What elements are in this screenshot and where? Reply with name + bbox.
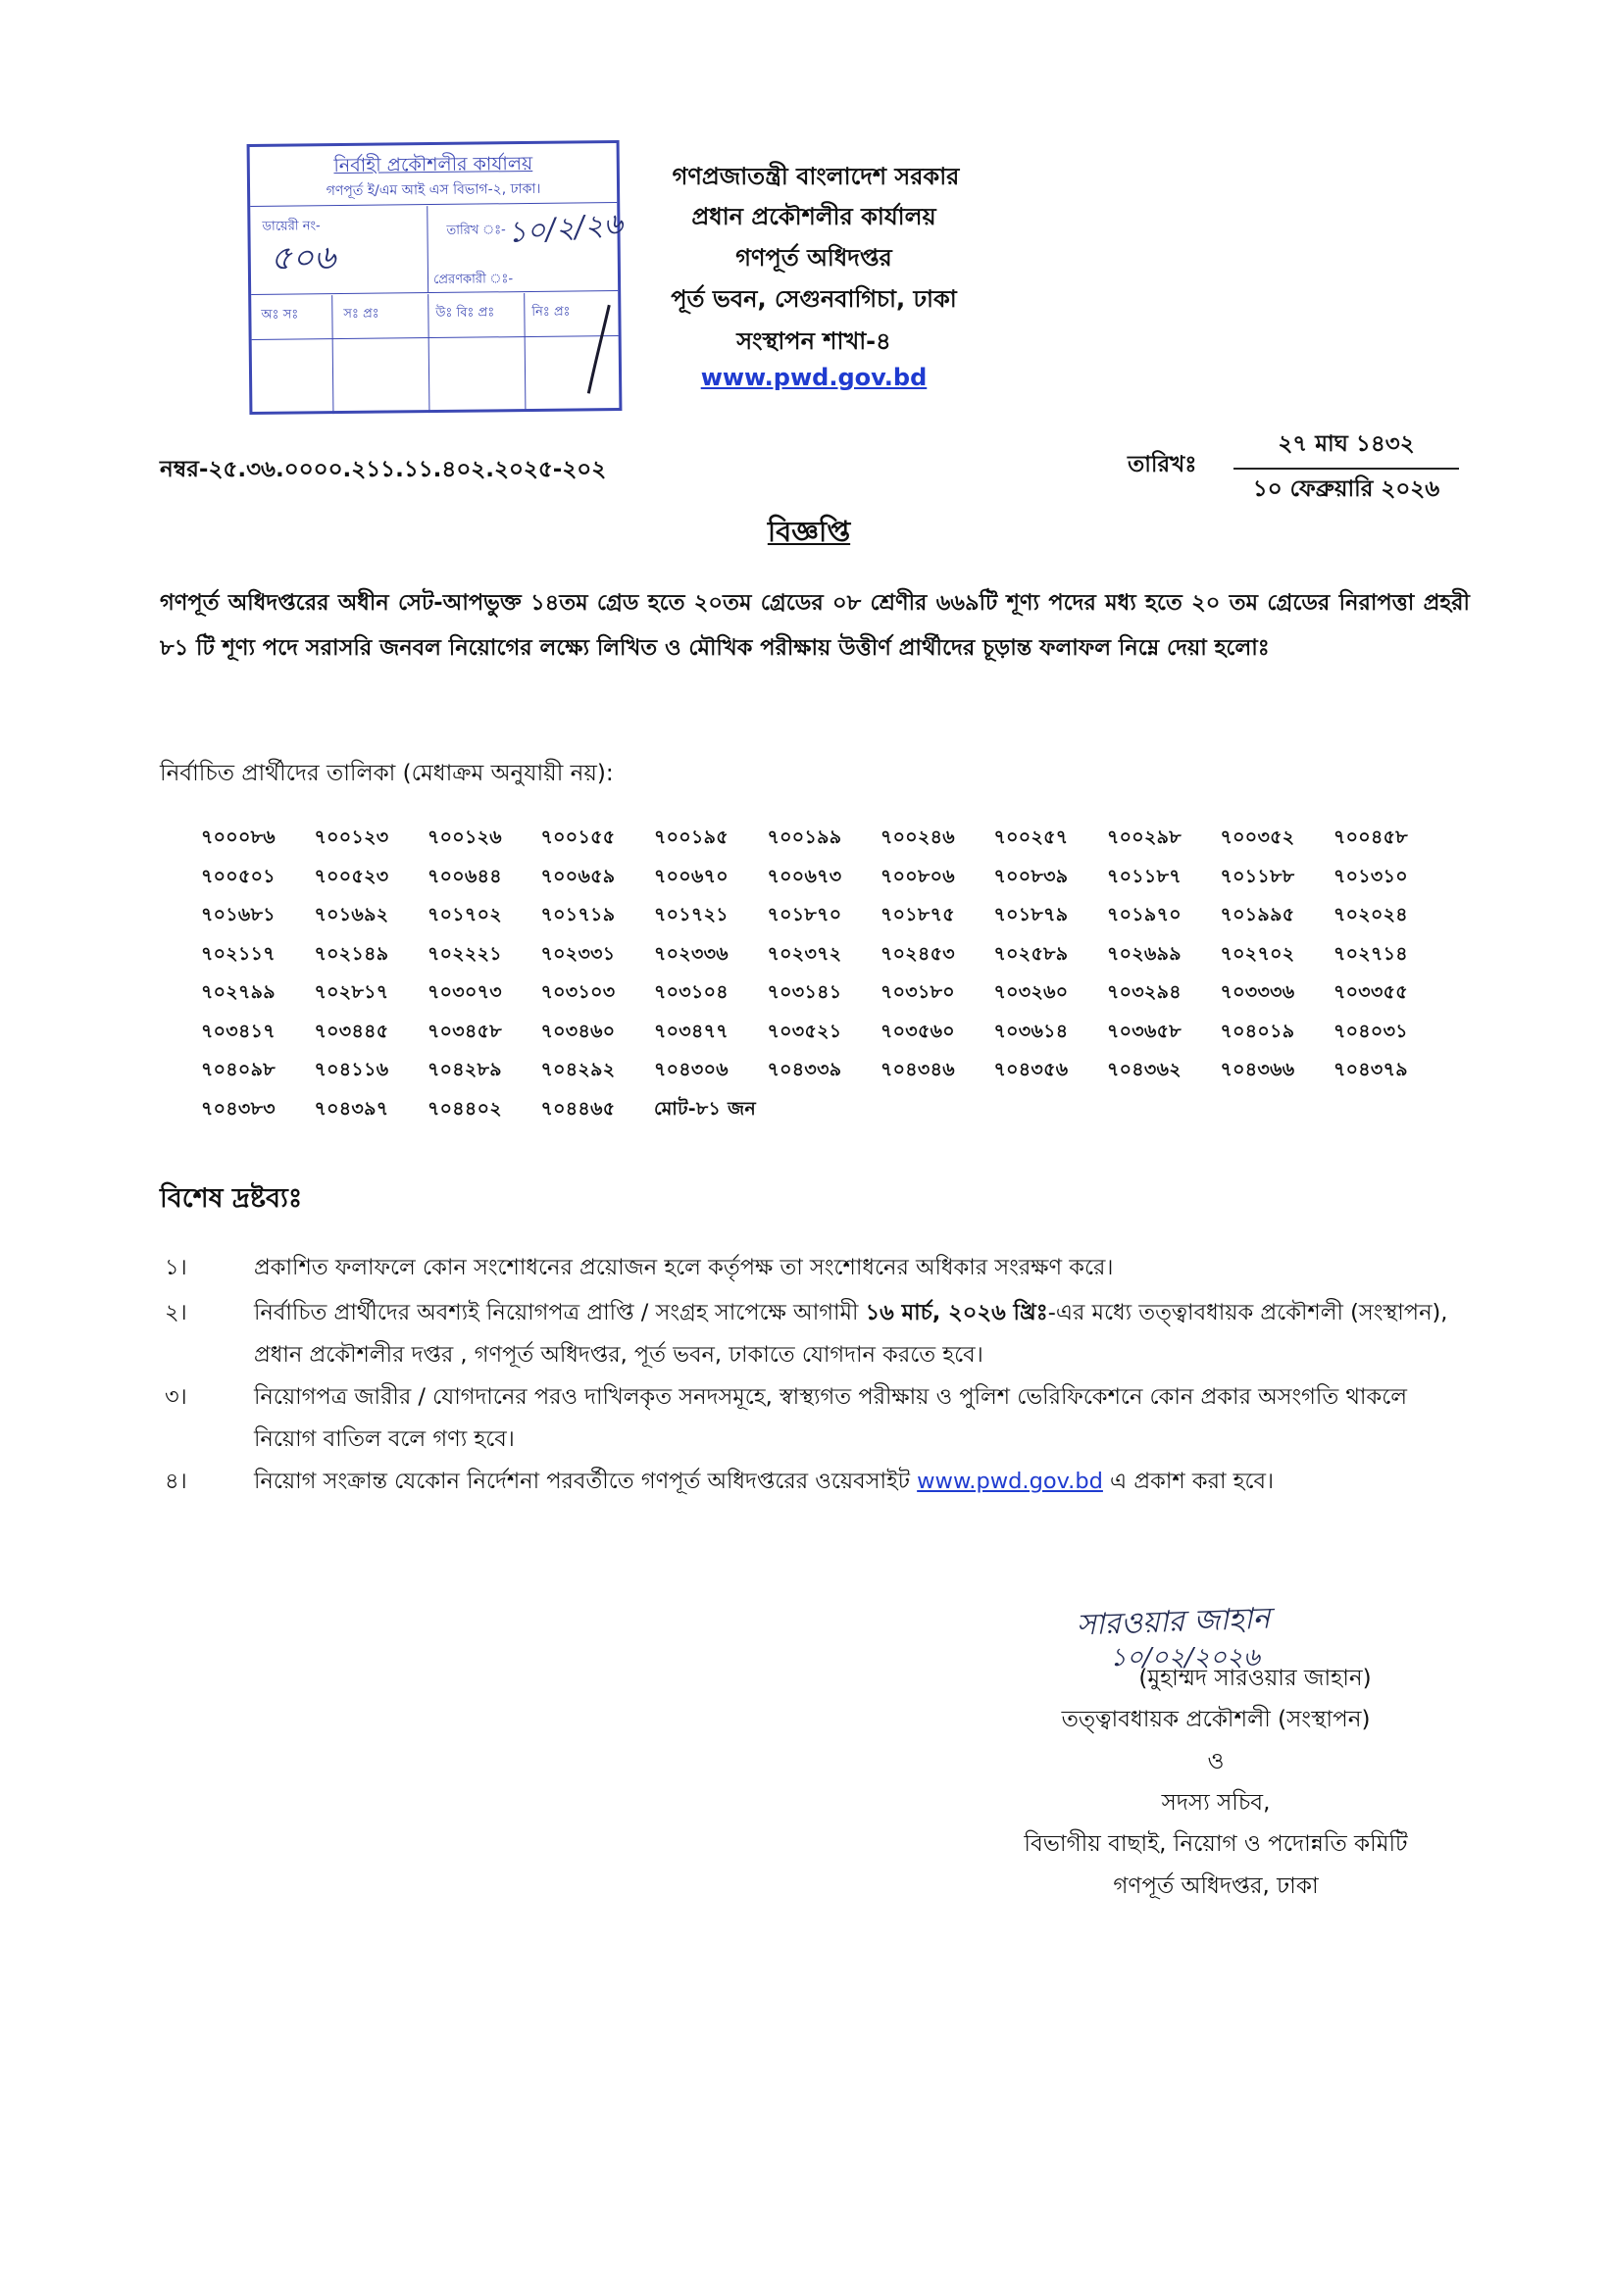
stamp-date-value: ১০/২/২৬ xyxy=(506,206,625,251)
notice-intro xyxy=(160,580,1470,671)
roll-number: ৭০১৯৯৫ xyxy=(1220,904,1295,925)
roll-number: ৭০৩৬১৪ xyxy=(993,1020,1069,1042)
stamp-diary-label: ডায়েরী নং- xyxy=(262,219,321,234)
note-item xyxy=(160,1461,1474,1503)
roll-number: ৭০৩৫২১ xyxy=(767,1020,842,1042)
roll-number: ৭০২৩৭২ xyxy=(767,942,842,965)
roll-number: ৭০৪২৮৯ xyxy=(428,1059,502,1080)
note-number: ৩। xyxy=(165,1384,187,1410)
roll-number: ৭০০১৯৫ xyxy=(654,826,729,848)
signatory-name: (মুহাম্মদ সারওয়ার জাহান) xyxy=(1138,1666,1372,1691)
roll-number: ৭০৪৩৪৬ xyxy=(880,1059,955,1080)
roll-number: ৭০০১৯৯ xyxy=(767,826,842,848)
roll-number: ৭০৪৩০৬ xyxy=(654,1059,729,1080)
roll-number: ৭০১১৮৮ xyxy=(1220,865,1295,887)
roll-number: ৭০৩৫৬০ xyxy=(880,1020,955,1042)
note-number: ৪। xyxy=(165,1469,187,1494)
roll-number: ৭০৪৪০২ xyxy=(428,1097,502,1120)
roll-number: ৭০২৩৩১ xyxy=(540,942,616,965)
note-item xyxy=(160,1376,1474,1461)
roll-number: ৭০৩১০৩ xyxy=(540,981,616,1003)
roll-number: ৭০০৩৫২ xyxy=(1220,826,1295,848)
roll-number: ৭০০০৮৬ xyxy=(201,826,276,848)
inward-stamp xyxy=(247,140,623,415)
roll-number: ৭০৪১১৬ xyxy=(314,1059,389,1080)
roll-number: ৭০১৯৭০ xyxy=(1107,904,1182,925)
intro-post-name: নিরাপত্তা প্রহরী xyxy=(1338,590,1470,616)
roll-number: ৭০০৮৩৯ xyxy=(993,865,1069,887)
roll-number: ৭০০২৪৬ xyxy=(880,826,955,848)
stamp-cell: নিঃ প্রঃ xyxy=(531,304,571,320)
note-number: ১। xyxy=(165,1255,187,1280)
note-number: ২। xyxy=(165,1300,187,1325)
roll-number: ৭০০৫০১ xyxy=(201,865,276,887)
signatory-designation: তত্ত্বাবধায়ক প্রকৌশলী (সংস্থাপন) xyxy=(1061,1707,1371,1732)
roll-number: ৭০৪৩৮৩ xyxy=(201,1097,276,1120)
roll-total: মোট-৮১ জন xyxy=(654,1097,757,1120)
note-text: নিয়োগ সংক্রান্ত যেকোন নির্দেশনা পরবর্তীতে গণপূর্ত অধিদপ্তরের ওয়েবসাইট xyxy=(254,1469,918,1494)
note-item xyxy=(160,1292,1474,1376)
roll-number: ৭০২৩৩৬ xyxy=(654,942,729,965)
roll-number: ৭০১৭১৯ xyxy=(540,904,616,925)
header-section: সংস্থাপন শাখা-৪ xyxy=(736,327,891,355)
roll-number: ৭০০৮০৬ xyxy=(880,865,955,887)
roll-number: ৭০৪২৯২ xyxy=(540,1059,616,1080)
header-website-link[interactable]: www.pwd.gov.bd xyxy=(700,364,928,391)
roll-number: ৭০১৮৭৯ xyxy=(993,904,1069,925)
roll-number: ৭০০৫২৩ xyxy=(314,865,389,887)
stamp-cell: অঃ সঃ xyxy=(261,307,299,323)
roll-number: ৭০৩৬৫৮ xyxy=(1107,1020,1182,1042)
roll-number: ৭০৩১০৪ xyxy=(654,981,729,1003)
memo-date-bangla: ২৭ মাঘ ১৪৩২ xyxy=(1233,425,1459,470)
roll-number: ৭০৩১৪১ xyxy=(767,981,842,1003)
note-text: -এর মধ্যে তত্ত্বাবধায়ক প্রকৌশলী (সংস্থাপন), প্রধান প্রকৌশলীর দপ্তর , গণপূর্ত অধিদপ্তর, পূর্ত ভবন, ঢাকাতে যোগদান করতে হবে। xyxy=(254,1300,1448,1368)
roll-number: ৭০৩৪৫৮ xyxy=(428,1020,502,1042)
roll-number: ৭০৩৩৩৬ xyxy=(1220,981,1295,1003)
header-department: গণপূর্ত অধিদপ্তর xyxy=(735,244,892,272)
note-deadline: ১৬ মার্চ, ২০২৬ খ্রিঃ xyxy=(865,1300,1048,1325)
stamp-cell: সঃ প্রঃ xyxy=(343,306,379,322)
intro-part1: গণপূর্ত অধিদপ্তরের অধীন সেট-আপভুক্ত ১৪তম গ্রেড হতে ২০তম গ্রেডের ০৮ শ্রেণীর ৬৬৯টি শূণ্য পদের মধ্য হতে ২০ তম গ্রেডের xyxy=(160,590,1339,616)
stamp-cell: উঃ বিঃ প্রঃ xyxy=(435,305,495,321)
roll-number: ৭০০৬৪৪ xyxy=(428,865,502,887)
signatory-office: গণপূর্ত অধিদপ্তর, ঢাকা xyxy=(1113,1873,1319,1899)
roll-number: ৭০৪৩৫৬ xyxy=(993,1059,1069,1080)
stamp-diary-value: ৫০৬ xyxy=(270,238,336,278)
stamp-sender-label: প্রেরণকারী ঃ- xyxy=(432,272,514,288)
roll-number: ৭০১৮৭০ xyxy=(767,904,842,925)
roll-number: ৭০২৭৯৯ xyxy=(201,981,276,1003)
roll-number: ৭০৪৩৬২ xyxy=(1107,1059,1182,1080)
signatory-member: সদস্য সচিব, xyxy=(1161,1790,1271,1816)
stamp-initial-mark xyxy=(579,300,620,398)
roll-number-table xyxy=(201,824,1446,1133)
roll-number: ৭০১৬৯২ xyxy=(314,904,389,925)
notice-title: বিজ্ঞপ্তি xyxy=(767,515,851,548)
roll-number: ৭০১১৮৭ xyxy=(1107,865,1182,887)
note-text: নিয়োগপত্র জারীর / যোগদানের পরও দাখিলকৃত সনদসমূহে, স্বাস্থ্যগত পরীক্ষায় ও পুলিশ ভেরিফিকেশনে কোন প্রকার অসংগতি থাকলে নিয়োগ বাতিল বলে গণ্য হবে। xyxy=(254,1384,1408,1452)
roll-number: ৭০৪০৩১ xyxy=(1333,1020,1408,1042)
stamp-title: নির্বাহী প্রকৌশলীর কার্যালয় xyxy=(333,152,533,177)
roll-number: ৭০০৬৭৩ xyxy=(767,865,842,887)
roll-number: ৭০৩২৬০ xyxy=(993,981,1069,1003)
roll-number: ৭০২৭১৪ xyxy=(1333,942,1408,965)
list-caption: নির্বাচিত প্রার্থীদের তালিকা (মেধাক্রম অনুযায়ী নয়): xyxy=(160,761,614,786)
roll-number: ৭০২১১৭ xyxy=(201,942,276,965)
handwritten-signature: সারওয়ার জাহান xyxy=(1076,1601,1271,1643)
special-notes-heading: বিশেষ দ্রষ্টব্যঃ xyxy=(160,1183,303,1214)
note-text: প্রকাশিত ফলাফলে কোন সংশোধনের প্রয়োজন হলে কর্তৃপক্ষ তা সংশোধনের অধিকার সংরক্ষণ করে। xyxy=(254,1255,1114,1280)
roll-number: ৭০৪৩৭৯ xyxy=(1333,1059,1408,1080)
header-office: প্রধান প্রকৌশলীর কার্যালয় xyxy=(691,203,936,230)
roll-number: ৭০৩০৭৩ xyxy=(428,981,502,1003)
note-text: এ প্রকাশ করা হবে। xyxy=(1102,1469,1275,1494)
header-address: পূর্ত ভবন, সেগুনবাগিচা, ঢাকা xyxy=(671,285,957,313)
roll-number: ৭০০৬৫৯ xyxy=(540,865,616,887)
roll-number: ৭০৩৪৬০ xyxy=(540,1020,616,1042)
roll-number: ৭০২৫৮৯ xyxy=(993,942,1069,965)
signatory-conjunction: ও xyxy=(1207,1749,1225,1774)
roll-number: ৭০২৭০২ xyxy=(1220,942,1295,965)
roll-number: ৭০০১৫৫ xyxy=(540,826,616,848)
roll-number: ৭০৩৩৫৫ xyxy=(1333,981,1408,1003)
roll-number: ৭০০৪৫৮ xyxy=(1333,826,1408,848)
header-govt: গণপ্রজাতন্ত্রী বাংলাদেশ সরকার xyxy=(672,163,960,190)
roll-number: ৭০৩২৯৪ xyxy=(1107,981,1182,1003)
roll-number: ৭০৪৩৯৭ xyxy=(314,1097,389,1120)
roll-number: ৭০১৩১০ xyxy=(1333,865,1408,887)
roll-number: ৭০৩৪৭৭ xyxy=(654,1020,729,1042)
roll-number: ৭০২২২১ xyxy=(428,942,502,965)
roll-number: ৭০৩৪৪৫ xyxy=(314,1020,389,1042)
stamp-date-label: তারিখ ঃ- xyxy=(446,223,506,238)
note-item xyxy=(160,1247,1474,1289)
note-website-link[interactable]: www.pwd.gov.bd xyxy=(917,1469,1103,1494)
roll-number: ৭০৪৪৬৫ xyxy=(540,1097,616,1120)
memo-date-english: ১০ ফেব্রুয়ারি ২০২৬ xyxy=(1252,476,1440,502)
roll-number: ৭০৪০১৯ xyxy=(1220,1020,1295,1042)
roll-number: ৭০০১২৬ xyxy=(428,826,502,848)
roll-number: ৭০৪৩৬৬ xyxy=(1220,1059,1295,1080)
roll-number: ৭০২৪৫৩ xyxy=(880,942,955,965)
roll-number: ৭০১৬৮১ xyxy=(201,904,276,925)
memo-date-label: তারিখঃ xyxy=(1128,452,1197,477)
roll-number: ৭০৪৩৩৯ xyxy=(767,1059,842,1080)
roll-number: ৭০০১২৩ xyxy=(314,826,389,848)
stamp-subtitle: গণপূর্ত ই/এম আই এস বিভাগ-২, ঢাকা। xyxy=(326,180,541,200)
roll-number: ৭০২০২৪ xyxy=(1333,904,1408,925)
memo-ref-no: নম্বর-২৫.৩৬.০০০০.২১১.১১.৪০২.২০২৫-২০২ xyxy=(160,457,607,482)
roll-number: ৭০০২৯৮ xyxy=(1107,826,1182,848)
roll-number: ৭০৩৪১৭ xyxy=(201,1020,276,1042)
roll-number: ৭০২৮১৭ xyxy=(314,981,389,1003)
handwritten-signature-date: ১০/০২/২০২৬ xyxy=(1110,1643,1260,1672)
signatory-committee: বিভাগীয় বাছাই, নিয়োগ ও পদোন্নতি কমিটি xyxy=(1024,1831,1408,1857)
roll-number: ৭০২১৪৯ xyxy=(314,942,389,965)
intro-part2: ৮১ টি শূণ্য পদে সরাসরি জনবল নিয়োগের লক্ষ্যে লিখিত ও মৌখিক পরীক্ষায় উত্তীর্ণ প্রার্থীদের চূড়ান্ত ফলাফল নিম্নে দেয়া হলোঃ xyxy=(160,635,1270,661)
roll-number: ৭০৪০৯৮ xyxy=(201,1059,276,1080)
roll-number: ৭০১৭০২ xyxy=(428,904,502,925)
roll-number: ৭০৩১৮০ xyxy=(880,981,955,1003)
note-text: নির্বাচিত প্রার্থীদের অবশ্যই নিয়োগপত্র প্রাপ্তি / সংগ্রহ সাপেক্ষে আগামী xyxy=(254,1300,866,1325)
roll-number: ৭০১৭২১ xyxy=(654,904,729,925)
roll-number: ৭০০৬৭০ xyxy=(654,865,729,887)
roll-number: ৭০০২৫৭ xyxy=(993,826,1069,848)
roll-number: ৭০১৮৭৫ xyxy=(880,904,955,925)
roll-number: ৭০২৬৯৯ xyxy=(1107,942,1182,965)
